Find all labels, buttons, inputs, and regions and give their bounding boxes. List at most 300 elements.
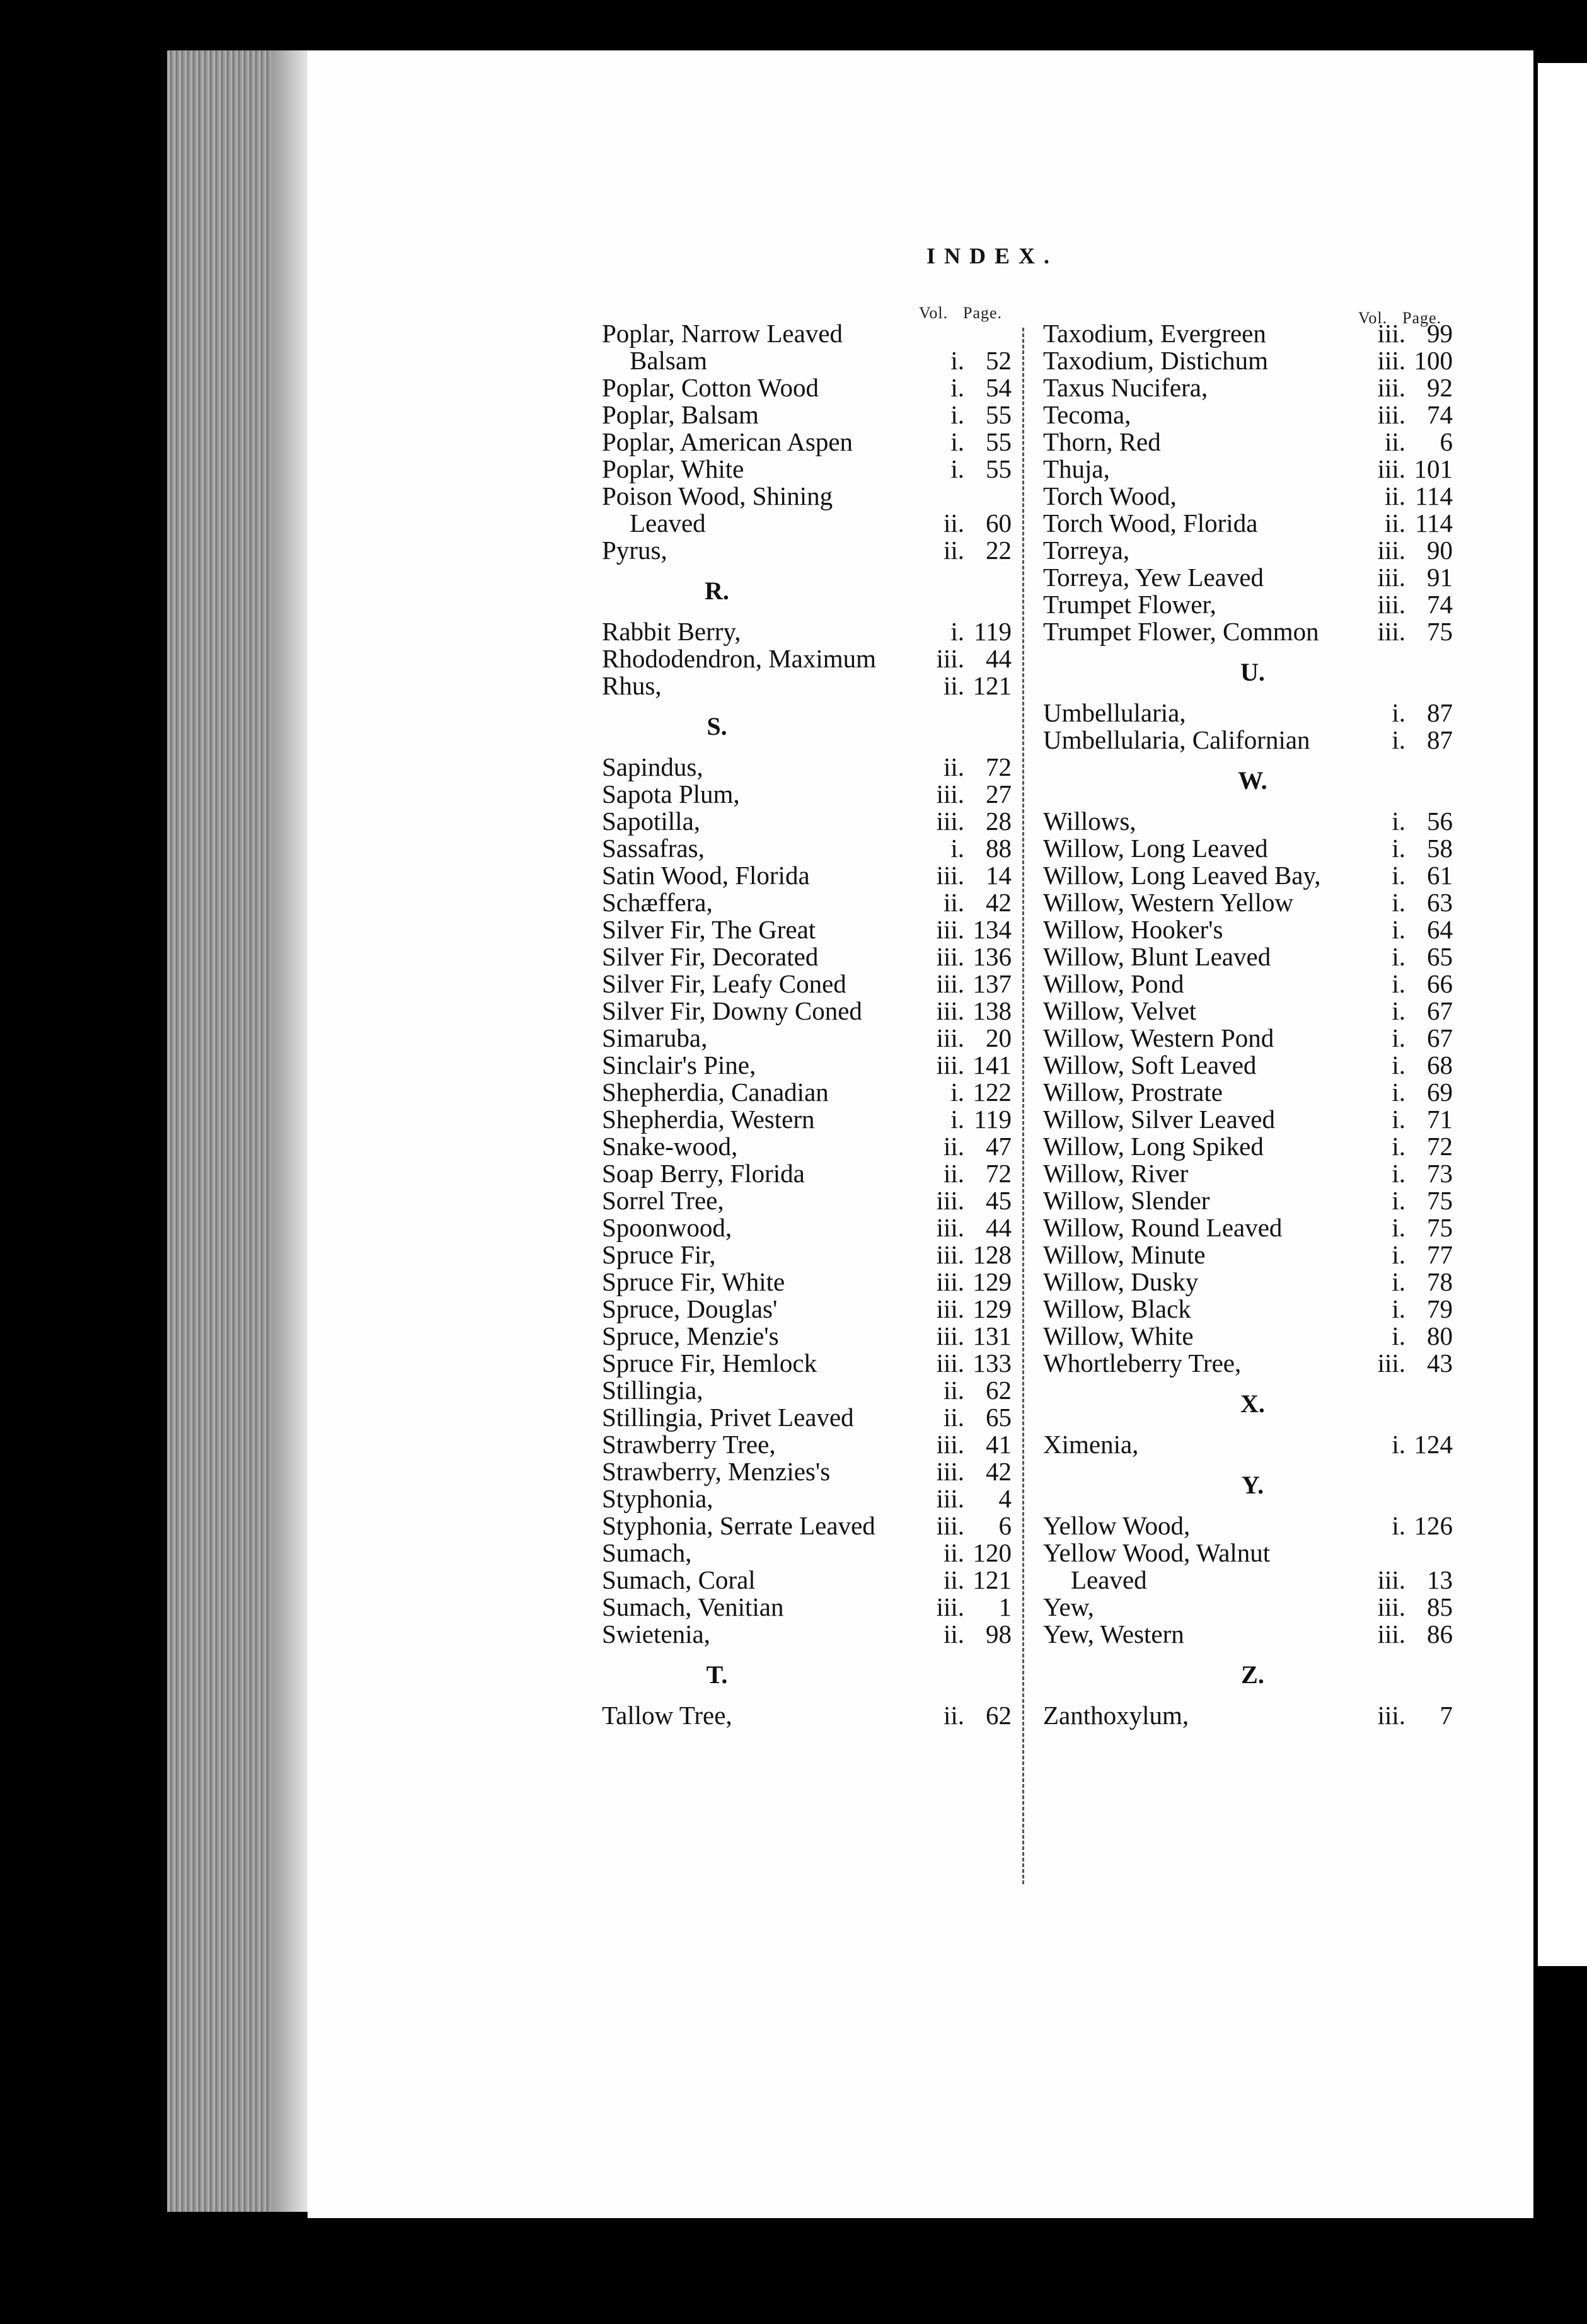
entry-name: Yew, <box>1043 1592 1094 1621</box>
entry-page: 126 <box>1414 1511 1453 1540</box>
entry-volume: ii. <box>943 1538 964 1567</box>
entry-name: Umbellularia, <box>1043 698 1186 727</box>
entry-volume: i. <box>1392 1159 1405 1188</box>
entry-name: Tecoma, <box>1043 400 1131 429</box>
index-entry <box>602 916 1012 943</box>
entry-volume: iii. <box>1377 590 1405 619</box>
index-entry <box>1043 320 1453 347</box>
index-entry <box>602 1052 1012 1079</box>
index-entry <box>602 970 1012 998</box>
entry-volume: iii. <box>1377 373 1405 402</box>
entry-volume: iii. <box>936 1457 964 1486</box>
entry-page: 101 <box>1414 454 1453 483</box>
entry-volume: iii. <box>1377 1619 1405 1648</box>
right-vol-header: Vol. <box>1358 309 1388 327</box>
entry-page: 44 <box>986 1213 1012 1242</box>
entry-volume: i. <box>950 346 964 375</box>
index-entry <box>602 1485 1012 1512</box>
entry-volume: ii. <box>943 509 964 538</box>
entry-name: Zanthoxylum, <box>1043 1701 1189 1730</box>
index-entry <box>1043 889 1453 916</box>
entry-page: 72 <box>986 1159 1012 1188</box>
entry-name: Thorn, Red <box>1043 427 1161 456</box>
entry-page: 85 <box>1427 1592 1453 1621</box>
entry-name: Torch Wood, <box>1043 481 1177 510</box>
entry-page: 75 <box>1427 617 1453 646</box>
entry-name: Sumach, Coral <box>602 1565 756 1594</box>
entry-volume: i. <box>1392 1213 1405 1242</box>
entry-name: Umbellularia, Californian <box>1043 725 1310 754</box>
entry-name: Trumpet Flower, <box>1043 590 1216 619</box>
entry-page: 58 <box>1427 834 1453 863</box>
index-entry <box>602 1377 1012 1404</box>
entry-name: Willow, Minute <box>1043 1240 1206 1269</box>
page-stack-edge <box>271 50 309 2212</box>
entry-page: 131 <box>972 1321 1012 1350</box>
index-entry <box>1043 1512 1453 1539</box>
section-letter: R. <box>705 577 729 605</box>
entry-page: 6 <box>1440 427 1453 456</box>
entry-name: Willow, Velvet <box>1043 996 1197 1025</box>
index-entry <box>1043 1431 1453 1458</box>
entry-page: 91 <box>1427 563 1453 592</box>
entry-volume: iii. <box>936 1294 964 1323</box>
section-letter: Y. <box>1241 1471 1264 1499</box>
entry-name: Leaved <box>1071 1565 1147 1594</box>
entry-page: 73 <box>1427 1159 1453 1188</box>
entry-volume: iii. <box>1377 1349 1405 1378</box>
entry-name: Poplar, Narrow Leaved <box>602 319 843 348</box>
index-entry <box>602 456 1012 483</box>
entry-page: 14 <box>986 861 1012 890</box>
entry-name: Torreya, <box>1043 536 1130 565</box>
index-entry <box>1043 591 1453 618</box>
section-letter: S. <box>707 712 727 740</box>
entry-volume: ii. <box>943 888 964 917</box>
entry-name: Willow, Blunt Leaved <box>1043 942 1271 971</box>
entry-volume: i. <box>1392 1050 1405 1079</box>
entry-name: Sorrel Tree, <box>602 1186 724 1215</box>
index-entry <box>1043 1268 1453 1296</box>
left-vol-header: Vol. <box>919 304 949 322</box>
entry-name: Thuja, <box>1043 454 1110 483</box>
entry-volume: iii. <box>936 1484 964 1513</box>
entry-page: 87 <box>1427 698 1453 727</box>
entry-name: Pyrus, <box>602 536 667 565</box>
entry-name: Stillingia, Privet Leaved <box>602 1403 854 1432</box>
index-entry <box>1043 429 1453 456</box>
entry-volume: ii. <box>943 1159 964 1188</box>
entry-volume: iii. <box>936 1186 964 1215</box>
entry-name: Stillingia, <box>602 1376 703 1405</box>
entry-name: Strawberry Tree, <box>602 1430 776 1459</box>
right-page-header: Page. <box>1402 309 1442 327</box>
entry-page: 47 <box>986 1132 1012 1161</box>
index-entry <box>602 1431 1012 1458</box>
index-entry <box>602 374 1012 401</box>
index-entry <box>602 1458 1012 1485</box>
entry-name: Sapindus, <box>602 752 703 781</box>
entry-volume: i. <box>1392 1267 1405 1296</box>
entry-name: Satin Wood, Florida <box>602 861 810 890</box>
entry-name: Sassafras, <box>602 834 705 863</box>
entry-name: Sapota Plum, <box>602 779 740 808</box>
entry-page: 71 <box>1427 1105 1453 1134</box>
entry-name: Willow, Silver Leaved <box>1043 1105 1275 1134</box>
section-letter: U. <box>1240 658 1265 686</box>
entry-name: Willow, Round Leaved <box>1043 1213 1283 1242</box>
entry-name: Spruce Fir, Hemlock <box>602 1349 817 1378</box>
entry-name: Willow, Black <box>1043 1294 1191 1323</box>
index-entry <box>602 1160 1012 1187</box>
entry-page: 124 <box>1414 1430 1453 1459</box>
entry-volume: i. <box>950 373 964 402</box>
index-entry <box>1043 510 1453 537</box>
entry-page: 13 <box>1427 1565 1453 1594</box>
entry-page: 92 <box>1427 373 1453 402</box>
entry-name: Willow, Western Pond <box>1043 1023 1274 1052</box>
entry-volume: i. <box>1392 698 1405 727</box>
index-entry <box>602 1133 1012 1160</box>
entry-name: Whortleberry Tree, <box>1043 1349 1242 1378</box>
entry-page: 122 <box>972 1078 1012 1107</box>
entry-volume: i. <box>1392 834 1405 863</box>
index-entry <box>1043 970 1453 998</box>
index-entry <box>602 1214 1012 1241</box>
left-page-header: Page. <box>963 304 1003 322</box>
entry-volume: iii. <box>936 996 964 1025</box>
facing-page-edge <box>1538 63 1587 1966</box>
entry-volume: i. <box>1392 1023 1405 1052</box>
entry-name: Taxodium, Evergreen <box>1043 319 1266 348</box>
index-entry <box>1043 727 1453 754</box>
index-entry <box>602 835 1012 862</box>
entry-page: 6 <box>998 1511 1012 1540</box>
entry-page: 141 <box>972 1050 1012 1079</box>
entry-volume: i. <box>950 617 964 646</box>
entry-volume: iii. <box>936 1213 964 1242</box>
entry-name: Rhus, <box>602 671 662 700</box>
entry-volume: i. <box>950 454 964 483</box>
entry-page: 86 <box>1427 1619 1453 1648</box>
entry-page: 65 <box>1427 942 1453 971</box>
index-entry <box>602 862 1012 889</box>
entry-name: Sinclair's Pine, <box>602 1050 756 1079</box>
right-index-column <box>1043 320 1453 1729</box>
entry-name: Willow, Long Leaved Bay, <box>1043 861 1321 890</box>
index-entry <box>1043 1052 1453 1079</box>
entry-page: 129 <box>972 1294 1012 1323</box>
entry-name: Willow, Long Leaved <box>1043 834 1268 863</box>
entry-name: Ximenia, <box>1043 1430 1139 1459</box>
index-entry <box>1043 835 1453 862</box>
index-entry <box>1043 401 1453 429</box>
entry-name: Yellow Wood, Walnut <box>1043 1538 1271 1567</box>
index-entry <box>602 1268 1012 1296</box>
index-entry <box>602 483 1012 510</box>
index-entry <box>1043 1323 1453 1350</box>
entry-page: 119 <box>974 617 1012 646</box>
entry-page: 136 <box>972 942 1012 971</box>
entry-name: Poison Wood, Shining <box>602 481 833 510</box>
page-title: INDEX. <box>926 243 1059 268</box>
entry-volume: ii. <box>943 752 964 781</box>
entry-volume: iii. <box>936 969 964 998</box>
entry-volume: i. <box>1392 915 1405 944</box>
entry-name: Soap Berry, Florida <box>602 1159 805 1188</box>
entry-volume: ii. <box>943 1376 964 1405</box>
entry-page: 72 <box>1427 1132 1453 1161</box>
index-entry <box>602 1404 1012 1431</box>
entry-name: Sapotilla, <box>602 807 701 836</box>
column-divider <box>1022 328 1024 1884</box>
entry-volume: iii. <box>936 1240 964 1269</box>
entry-volume: ii. <box>1384 427 1405 456</box>
entry-volume: iii. <box>936 1430 964 1459</box>
entry-page: 44 <box>986 644 1012 673</box>
entry-page: 114 <box>1415 481 1453 510</box>
entry-volume: ii. <box>943 671 964 700</box>
entry-page: 62 <box>986 1376 1012 1405</box>
entry-name: Willows, <box>1043 807 1136 836</box>
index-entry-continuation <box>1043 1567 1453 1594</box>
entry-name: Willow, White <box>1043 1321 1194 1350</box>
entry-volume: i. <box>950 1078 964 1107</box>
entry-page: 20 <box>986 1023 1012 1052</box>
index-entry <box>1043 1025 1453 1052</box>
entry-name: Strawberry, Menzies's <box>602 1457 831 1486</box>
index-entry <box>1043 1160 1453 1187</box>
entry-volume: ii. <box>943 1701 964 1730</box>
entry-volume: i. <box>1392 1132 1405 1161</box>
entry-name: Silver Fir, The Great <box>602 915 816 944</box>
section-letter: W. <box>1238 766 1267 795</box>
index-entry <box>1043 1241 1453 1268</box>
index-entry <box>602 1621 1012 1648</box>
index-entry <box>1043 943 1453 970</box>
entry-name: Willow, Slender <box>1043 1186 1210 1215</box>
entry-page: 121 <box>972 671 1012 700</box>
entry-name: Trumpet Flower, Common <box>1043 617 1319 646</box>
entry-name: Sumach, Venitian <box>602 1592 784 1621</box>
entry-page: 90 <box>1427 536 1453 565</box>
index-entry <box>602 1539 1012 1567</box>
index-entry <box>1043 1621 1453 1648</box>
section-letter: Z. <box>1241 1660 1264 1689</box>
entry-page: 41 <box>986 1430 1012 1459</box>
index-entry <box>602 1079 1012 1106</box>
entry-volume: iii. <box>1377 1592 1405 1621</box>
entry-name: Spruce Fir, White <box>602 1267 785 1296</box>
entry-volume: i. <box>1392 725 1405 754</box>
entry-page: 22 <box>986 536 1012 565</box>
entry-page: 78 <box>1427 1267 1453 1296</box>
entry-page: 98 <box>986 1619 1012 1648</box>
entry-name: Willow, Prostrate <box>1043 1078 1223 1107</box>
entry-page: 27 <box>986 779 1012 808</box>
entry-volume: i. <box>1392 1186 1405 1215</box>
entry-volume: ii. <box>943 536 964 565</box>
entry-page: 67 <box>1427 1023 1453 1052</box>
entry-volume: iii. <box>936 1592 964 1621</box>
index-entry <box>602 1567 1012 1594</box>
index-entry <box>1043 347 1453 374</box>
index-entry <box>1043 1539 1453 1567</box>
entry-page: 61 <box>1427 861 1453 890</box>
entry-volume: iii. <box>936 779 964 808</box>
entry-volume: i. <box>1392 1321 1405 1350</box>
entry-name: Poplar, Balsam <box>602 400 759 429</box>
entry-page: 69 <box>1427 1078 1453 1107</box>
index-entry <box>1043 1187 1453 1214</box>
entry-name: Willow, River <box>1043 1159 1189 1188</box>
index-entry <box>602 645 1012 672</box>
entry-page: 88 <box>986 834 1012 863</box>
entry-volume: i. <box>950 1105 964 1134</box>
entry-name: Yellow Wood, <box>1043 1511 1191 1540</box>
section-letter: X. <box>1240 1389 1265 1418</box>
entry-name: Shepherdia, Canadian <box>602 1078 829 1107</box>
entry-page: 80 <box>1427 1321 1453 1350</box>
index-entry <box>1043 808 1453 835</box>
index-entry <box>602 943 1012 970</box>
index-entry <box>1043 456 1453 483</box>
entry-page: 64 <box>1427 915 1453 944</box>
entry-volume: i. <box>1392 969 1405 998</box>
entry-page: 134 <box>972 915 1012 944</box>
entry-volume: i. <box>1392 1240 1405 1269</box>
index-entry <box>602 401 1012 429</box>
entry-name: Shepherdia, Western <box>602 1105 815 1134</box>
index-entry <box>1043 1350 1453 1377</box>
index-entry-continuation <box>602 510 1012 537</box>
entry-volume: i. <box>1392 1294 1405 1323</box>
entry-page: 55 <box>986 427 1012 456</box>
entry-name: Silver Fir, Decorated <box>602 942 819 971</box>
entry-volume: iii. <box>936 807 964 836</box>
entry-name: Poplar, American Aspen <box>602 427 853 456</box>
entry-name: Spoonwood, <box>602 1213 732 1242</box>
entry-page: 62 <box>986 1701 1012 1730</box>
entry-volume: iii. <box>936 1349 964 1378</box>
entry-page: 74 <box>1427 590 1453 619</box>
entry-volume: i. <box>1392 888 1405 917</box>
entry-page: 74 <box>1427 400 1453 429</box>
entry-volume: i. <box>950 400 964 429</box>
index-entry <box>602 618 1012 645</box>
entry-page: 28 <box>986 807 1012 836</box>
index-entry <box>1043 1106 1453 1133</box>
entry-name: Styphonia, <box>602 1484 713 1513</box>
index-entry <box>602 537 1012 564</box>
entry-page: 7 <box>1440 1701 1453 1730</box>
entry-name: Rhododendron, Maximum <box>602 644 877 673</box>
index-entry <box>602 1323 1012 1350</box>
entry-volume: i. <box>950 834 964 863</box>
entry-volume: iii. <box>1377 617 1405 646</box>
entry-page: 56 <box>1427 807 1453 836</box>
entry-page: 63 <box>1427 888 1453 917</box>
entry-volume: iii. <box>1377 1565 1405 1594</box>
entry-page: 75 <box>1427 1213 1453 1242</box>
index-entry <box>1043 483 1453 510</box>
entry-volume: i. <box>1392 1105 1405 1134</box>
entry-name: Willow, Pond <box>1043 969 1184 998</box>
entry-volume: ii. <box>1384 509 1405 538</box>
entry-name: Balsam <box>630 346 707 375</box>
entry-name: Simaruba, <box>602 1023 708 1052</box>
entry-volume: ii. <box>943 1132 964 1161</box>
index-entry <box>602 1106 1012 1133</box>
entry-volume: iii. <box>1377 563 1405 592</box>
entry-name: Tallow Tree, <box>602 1701 732 1730</box>
entry-page: 87 <box>1427 725 1453 754</box>
index-entry <box>1043 1296 1453 1323</box>
entry-page: 79 <box>1427 1294 1453 1323</box>
entry-volume: iii. <box>1377 454 1405 483</box>
index-entry <box>602 1241 1012 1268</box>
entry-page: 129 <box>972 1267 1012 1296</box>
index-entry <box>602 808 1012 835</box>
entry-volume: iii. <box>936 861 964 890</box>
index-entry-continuation <box>602 347 1012 374</box>
entry-page: 52 <box>986 346 1012 375</box>
entry-volume: ii. <box>943 1403 964 1432</box>
entry-name: Taxodium, Distichum <box>1043 346 1268 375</box>
index-entry <box>1043 998 1453 1025</box>
entry-name: Schæffera, <box>602 888 713 917</box>
entry-page: 100 <box>1414 346 1453 375</box>
entry-page: 65 <box>986 1403 1012 1432</box>
entry-page: 128 <box>972 1240 1012 1269</box>
entry-page: 66 <box>1427 969 1453 998</box>
index-entry <box>1043 618 1453 645</box>
entry-page: 42 <box>986 888 1012 917</box>
entry-volume: i. <box>1392 996 1405 1025</box>
entry-name: Torreya, Yew Leaved <box>1043 563 1264 592</box>
index-entry <box>1043 537 1453 564</box>
index-entry <box>1043 1702 1453 1729</box>
index-entry <box>602 1512 1012 1539</box>
index-entry <box>1043 564 1453 591</box>
entry-name: Styphonia, Serrate Leaved <box>602 1511 875 1540</box>
entry-name: Willow, Dusky <box>1043 1267 1199 1296</box>
entry-volume: ii. <box>1384 481 1405 510</box>
entry-volume: iii. <box>936 644 964 673</box>
entry-name: Poplar, Cotton Wood <box>602 373 819 402</box>
entry-volume: i. <box>1392 1430 1405 1459</box>
index-entry <box>602 1025 1012 1052</box>
left-index-column <box>602 320 1012 1729</box>
entry-volume: iii. <box>1377 346 1405 375</box>
entry-name: Poplar, White <box>602 454 744 483</box>
index-entry <box>602 781 1012 808</box>
entry-page: 68 <box>1427 1050 1453 1079</box>
index-entry <box>602 429 1012 456</box>
entry-name: Willow, Hooker's <box>1043 915 1223 944</box>
entry-name: Torch Wood, Florida <box>1043 509 1258 538</box>
entry-page: 1 <box>998 1592 1012 1621</box>
index-entry <box>1043 374 1453 401</box>
entry-name: Silver Fir, Downy Coned <box>602 996 862 1025</box>
entry-page: 55 <box>986 400 1012 429</box>
entry-page: 120 <box>972 1538 1012 1567</box>
entry-page: 99 <box>1427 319 1453 348</box>
entry-volume: i. <box>1392 861 1405 890</box>
entry-volume: iii. <box>936 1267 964 1296</box>
entry-volume: iii. <box>936 942 964 971</box>
entry-name: Willow, Soft Leaved <box>1043 1050 1257 1079</box>
